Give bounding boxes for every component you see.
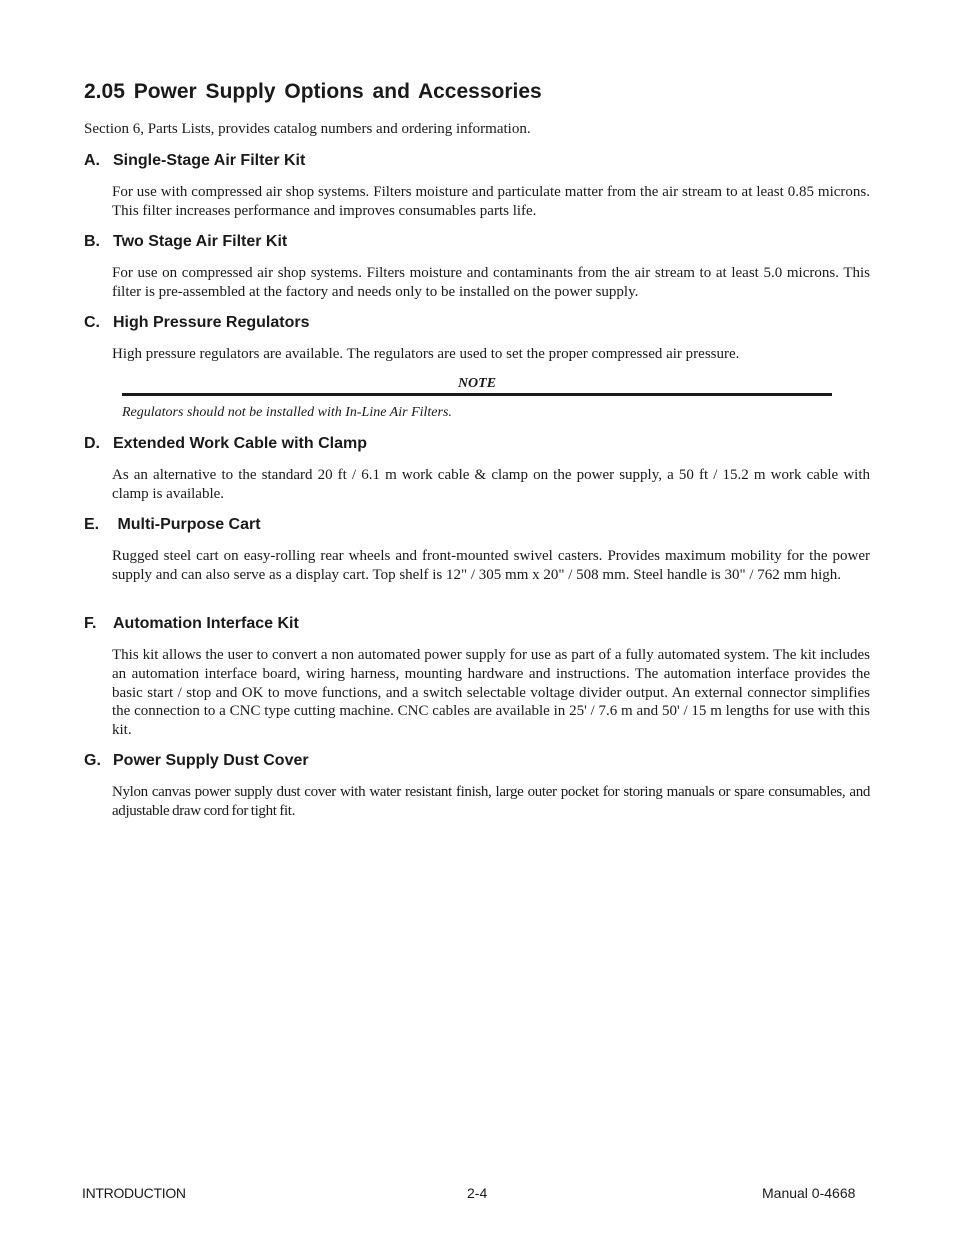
heading-text: Multi-Purpose Cart [113,516,261,533]
heading-c [84,314,310,332]
section-intro: Section 6, Parts Lists, provides catalog numbers and ordering information. [84,121,531,137]
paragraph-a: For use with compressed air shop systems. Filters moisture and particulate matter from the air stream to at least 0.85 microns. This filter increases performance and improves consumables parts life. [112,184,870,219]
heading-b [84,233,287,251]
heading-letter: G. [84,752,101,769]
heading-letter: F. [84,615,97,632]
heading-text: Power Supply Dust Cover [113,752,309,769]
heading-letter: D. [84,435,100,452]
heading-letter: B. [84,233,100,250]
paragraph-g: Nylon canvas power supply dust cover with water resistant finish, large outer pocket for storing manuals or spare consumables, and adjustable draw cord for tight fit. [112,784,870,819]
heading-a [84,152,305,170]
heading-letter: C. [84,314,100,331]
paragraph-e: Rugged steel cart on easy-rolling rear wheels and front-mounted swivel casters. Provides maximum mobility for the power supply and can also serve as a display cart. Top shelf is 12" / 305 mm x 20" / 508 mm. Steel handle is 30" / 762 mm high. [112,548,870,583]
heading-f [84,615,299,633]
footer-manual-number: Manual 0-4668 [762,1185,856,1201]
heading-text: Automation Interface Kit [113,615,299,632]
paragraph-b: For use on compressed air shop systems. Filters moisture and contaminants from the air stream to at least 5.0 microns. This filter is pre-assembled at the factory and needs only to be installed on the power supply. [112,265,870,300]
note-label: NOTE [457,376,497,391]
heading-text: Extended Work Cable with Clamp [113,435,367,452]
heading-text: Single-Stage Air Filter Kit [113,152,306,169]
paragraph-f: This kit allows the user to convert a non automated power supply for use as part of a fully automated system. The kit includes an automation interface board, wiring harness, mounting hardware and instructions. The automation interface provides the basic start / stop and OK to move functions, and a switch selectable voltage divider output. An external connector simplifies the connection to a CNC type cutting machine. CNC cables are available in 25' / 7.6 m and 50' / 15 m lengths for use with this kit. [112,647,870,739]
heading-g [84,752,309,770]
heading-text: High Pressure Regulators [113,314,310,331]
heading-e [84,516,261,534]
heading-text: Two Stage Air Filter Kit [113,233,288,250]
heading-letter: A. [84,152,100,169]
note-text: Regulators should not be installed with In-Line Air Filters. [122,405,452,420]
footer-chapter: INTRODUCTION [82,1185,186,1201]
paragraph-c: High pressure regulators are available. The regulators are used to set the proper compressed air pressure. [112,346,740,362]
note-divider [122,393,832,396]
footer-page-number: 2-4 [467,1185,488,1201]
section-title: 2.05 Power Supply Options and Accessories [84,80,542,103]
paragraph-d: As an alternative to the standard 20 ft / 6.1 m work cable & clamp on the power supply, a 50 ft / 15.2 m work cable with clamp is available. [112,467,870,502]
heading-d [84,435,367,453]
heading-letter: E. [84,516,100,533]
